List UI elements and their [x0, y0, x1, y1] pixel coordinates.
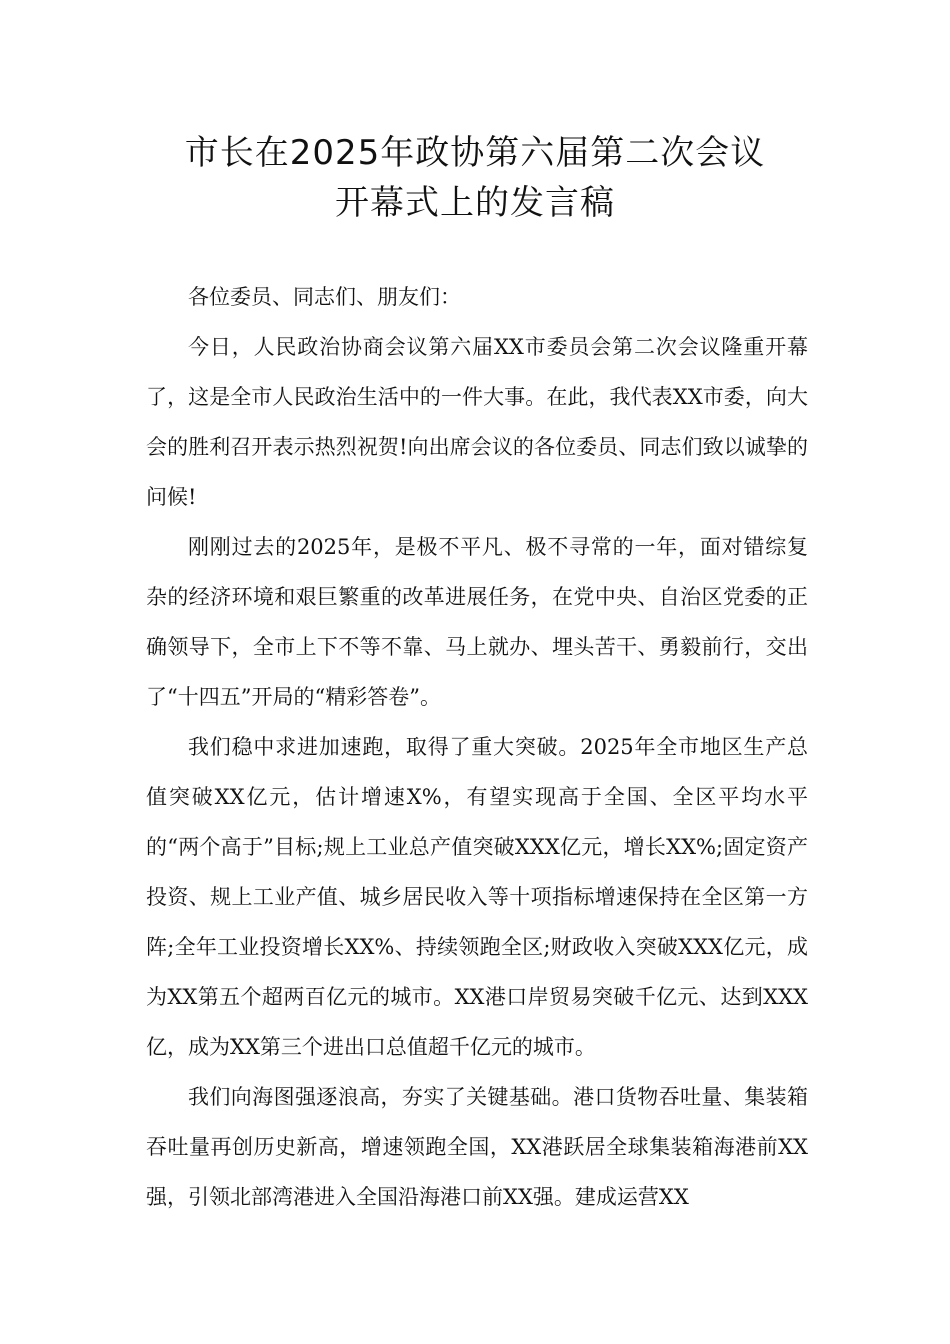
- document-title: [0, 128, 950, 228]
- title-line-1: 市长在2025年政协第六届第二次会议: [184, 133, 766, 173]
- salutation-paragraph: 各位委员、同志们、朋友们：: [188, 285, 461, 309]
- review-paragraph: 刚刚过去的2025年，是极不平凡、极不寻常的一年，面对错综复杂的经济环境和艰巨繁重的改革进展任务，在党中央、自治区党委的正确领导下，全市上下不等不靠、马上就办、埋头苦干、勇毅前行，交出了“十四五”开局的“精彩答卷”。: [146, 535, 808, 709]
- maritime-paragraph: 我们向海图强逐浪高，夯实了关键基础。港口货物吞吐量、集装箱吞吐量再创历史新高，增速领跑全国，XX港跃居全球集装箱海港前XX强，引领北部湾港进入全国沿海港口前XX强。建成运营XX: [146, 1085, 808, 1209]
- title-line-2: 开幕式上的发言稿: [335, 183, 615, 223]
- document-body: [146, 272, 808, 1222]
- opening-paragraph: 今日，人民政治协商会议第六届XX市委员会第二次会议隆重开幕了，这是全市人民政治生活中的一件大事。在此，我代表XX市委，向大会的胜利召开表示热烈祝贺!向出席会议的各位委员、同志们致以诚挚的问候!: [146, 335, 808, 509]
- achievements-paragraph: 我们稳中求进加速跑，取得了重大突破。2025年全市地区生产总值突破XX亿元，估计增速X%，有望实现高于全国、全区平均水平的“两个高于”目标;规上工业总产值突破XXX亿元，增长XX%;固定资产投资、规上工业产值、城乡居民收入等十项指标增速保持在全区第一方阵;全年工业投资增长XX%、持续领跑全区;财政收入突破XXX亿元，成为XX第五个超两百亿元的城市。XX港口岸贸易突破千亿元、达到XXX亿，成为XX第三个进出口总值超千亿元的城市。: [146, 735, 808, 1059]
